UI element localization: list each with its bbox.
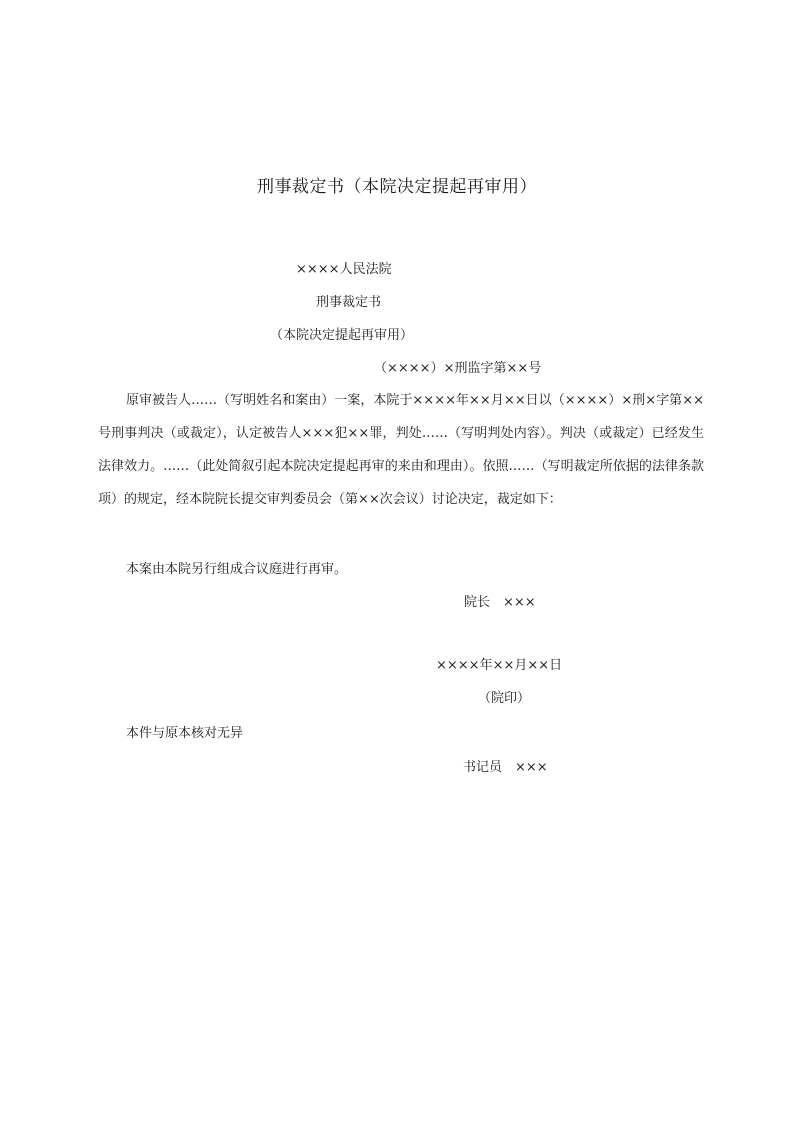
document-subtype: （本院决定提起再审用）: [270, 328, 414, 343]
clerk-signature: 书记员 ×××: [463, 760, 548, 775]
document-type: 刑事裁定书: [316, 295, 382, 310]
document-title: 刑事裁定书（本院决定提起再审用）: [257, 177, 537, 197]
court-name: ××××人民法院: [296, 262, 392, 277]
court-president-signature: 院长 ×××: [464, 595, 536, 610]
body-paragraph: 原审被告人……（写明姓名和案由）一案，本院于××××年××月××日以（××××）×刑×字第××号刑事判决（或裁定），认定被告人×××犯××罪，判处……（写明判处内容）。判决（或裁定）已经发生法律效力。……（此处简叙引起本院决定提起再审的来由和理由）。依照……（写明裁定所依据的法律条款项）的规定，经本院院长提交审判委员会（第××次会议）讨论决定，裁定如下：: [98, 393, 704, 507]
case-number: （××××）×刑监字第××号: [374, 361, 542, 376]
verification-note: 本件与原本核对无异: [126, 726, 244, 741]
ruling-text: 本案由本院另行组成合议庭进行再审。: [126, 562, 348, 577]
court-seal-note: （院印）: [478, 691, 531, 706]
ruling-date: ××××年××月××日: [436, 658, 563, 673]
